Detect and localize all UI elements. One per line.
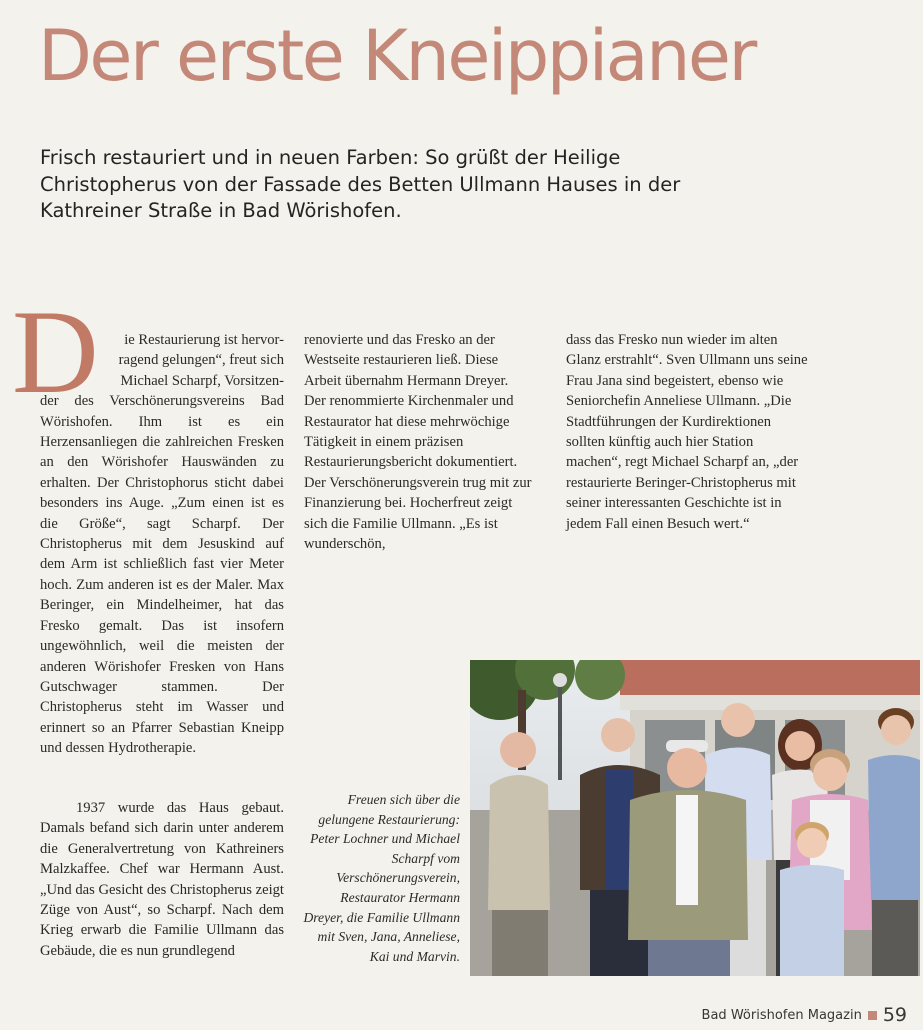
column-2	[304, 330, 532, 554]
article-lead: Frisch restauriert und in neuen Farben: So grüßt der Heilige Christopherus von der Fassade des Betten Ullmann Hauses in der Kathreiner Straße in Bad Wörishofen.	[40, 146, 681, 222]
column-1	[40, 330, 284, 759]
col2-body: renovierte und das Fresko an der Westseite restaurieren ließ. Diese Arbeit übernahm Hermann Dreyer. Der renommierte Kirchenmaler und Restaurator hat diese mehrwöchige Tätigkeit in einem präzisen Restaurierungsbericht dokumentiert. Der Verschönerungsverein trug mit zur Finanzierung bei. Hocherfreut zeigt sich die Familie Ullmann. „Es ist wunderschön,	[304, 332, 532, 553]
column-1-paragraph-2	[40, 798, 284, 961]
square-bullet-icon	[868, 1011, 877, 1020]
col1-line-2: ragend gelungen“, freut sich	[118, 352, 284, 369]
column-3	[566, 330, 812, 534]
page-footer	[702, 1004, 907, 1026]
article-title: Der erste Kneippianer	[38, 15, 755, 97]
col3-body: dass das Fresko nun wieder im alten Glanz erstrahlt“. Sven Ullmann uns seine Frau Jana sind begeistert, ebenso wie Seniorchefin Anneliese Ullmann. „Die Stadtführungen der Kurdirektionen sollten künftig auch hier Station machen“, regt Michael Scharpf an, „der restaurierte Beringer-Christopherus mit seiner interessanten Geschichte ist in jedem Fall einen Besuch wert.“	[566, 332, 808, 532]
photo-caption: Freuen sich über die gelungene Restaurierung: Peter Lochner und Michael Scharpf vom Verschönerungsverein, Restaurator Hermann Dreyer, die Familie Ullmann mit Sven, Jana, Anneliese, Kai und Marvin.	[303, 792, 460, 964]
col1-body: der des Verschönerungsvereins Bad Wörishofen. Ihm ist es ein Herzensanliegen die zahlreichen Fresken an den Wörishofer Hauswänden zu erhalten. Der Christophorus sticht dabei besonders ins Auge. „Zum einen ist es die Größe“, sagt Scharpf. Der Christopherus mit dem Jesuskind auf dem Arm ist schließlich fast vier Meter hoch. Zum anderen ist es der Maler. Max Beringer, ein Mindelheimer, hat das Fresko gemalt. Das ist insofern ungewöhnlich, weil die meisten der anderen Wörishofer Fresken von Hans Gutschwager stammen. Der Christopherus steht im Wasser und erinnert so an Pfarrer Sebastian Kneipp und dessen Hydrotherapie.	[40, 393, 284, 757]
col1-paragraph-2-text: 1937 wurde das Haus gebaut. Damals befand sich darin unter anderem die Generalvertretung von Kathreiners Malzkaffee. Chef war Hermann Aust. „Und das Gesicht des Christopherus zeigt Züge von Aust“, so Scharpf. Nach dem Krieg erwarb die Familie Ullmann das Gebäude, die es nun grundlegend	[40, 800, 284, 959]
col1-line-1: ie Restaurierung ist hervor-	[124, 332, 284, 348]
group-photo-illustration	[470, 660, 920, 976]
page-number: 59	[882, 1004, 907, 1026]
col1-line-3: Michael Scharpf, Vorsitzen-	[120, 372, 284, 389]
magazine-name: Bad Wörishofen Magazin	[701, 1007, 862, 1023]
group-photo	[470, 660, 920, 976]
drop-cap: D	[12, 285, 99, 418]
